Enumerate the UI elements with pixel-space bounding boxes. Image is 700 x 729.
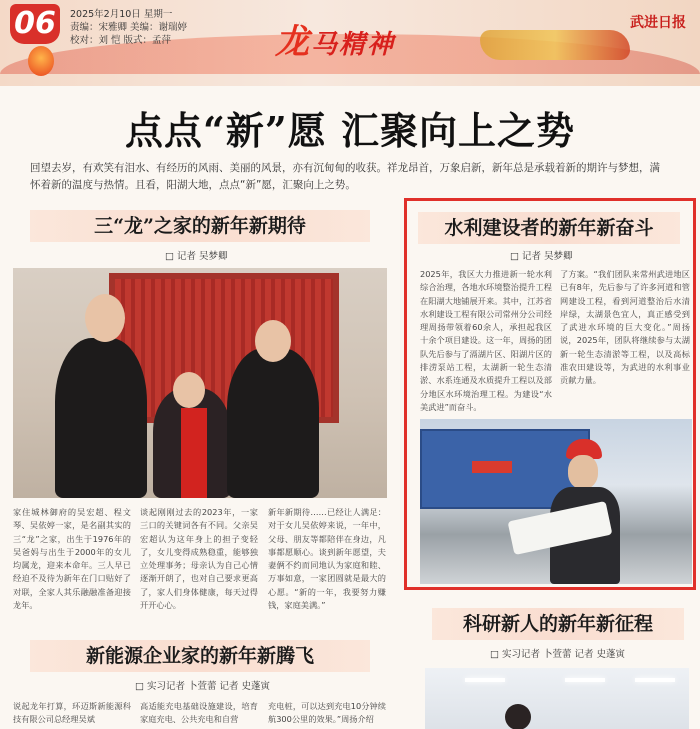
paper-name: 武进日报: [630, 15, 686, 31]
lantern-icon: [28, 46, 54, 76]
mother-figure: [227, 348, 319, 498]
dragon-family-text-col1: 家住城林御府的吴宏超、程文琴、吴依婷一家，是名副其实的三“龙”之家，出生于1976年的吴爸妈与出生于2000年的女儿均属龙，迎来本命年。三人早已经迫不及待为新年在门口贴好了对联，全家人其乐融融准备迎接龙年。: [13, 507, 131, 611]
red-scarf: [181, 408, 207, 498]
issue-date: 2025年2月10日 星期一: [70, 9, 173, 20]
byline-researcher: □ 实习记者 卜萱蕾 记者 史蓬寅: [490, 646, 625, 660]
issue-proof: 校对：刘 恺 版式：孟萍: [70, 35, 172, 46]
father-figure: [55, 338, 147, 498]
column-name-rest: 马精神: [311, 30, 396, 60]
lede-paragraph: 回望去岁，有欢笑有泪水、有经历的风雨、美丽的风景，亦有沉甸甸的收获。祥龙昂首，万象启新，新年总是承载着新的期许与梦想，满怀着新的温度与热情。且看，阳湖大地，点点“新”愿，汇聚向上之势。: [30, 162, 660, 191]
ceiling-lamp: [635, 678, 675, 682]
ceiling-lamp: [465, 678, 505, 682]
water-builder-text-col2: 了方案。“我们团队来常州武进地区已有8年，先后参与了许多河道和管网建设工程，看到河道整治后水清岸绿，太湖景色宜人，真正感受到了武进水环境的巨大变化。”周扬说，2025年，团队将继续参与太湖新一轮生态清淤等工程，以及高标准农田建设等，为武进的水利事业贡献力量。: [560, 269, 690, 386]
daughter-face: [173, 372, 205, 408]
new-energy-text-col1: 说起龙年打算，环迈斯新能源科技有限公司总经理吴斌: [13, 701, 131, 725]
new-energy-text-col2: 高适能充电基础设施建设，培育家庭充电、公共充电和自营: [140, 701, 258, 725]
article-title-researcher[interactable]: 科研新人的新年新征程: [432, 608, 684, 640]
mother-face: [255, 320, 291, 362]
page-headline: 点点“新”愿 汇聚向上之势: [125, 108, 575, 153]
engineer-face: [568, 455, 598, 489]
dragon-family-text-col3: 新年新期待……已经让人满足：对于女儿吴依婷来说，一年中，父母、朋友等都陪伴在身边，凡事都愿顺心。谈到新年愿望，夫妻俩不约而同地认为家庭和睦、万事如意，一家团圆就是最大的心愿。“新的一年，我要努力赚钱，家庭美满。”: [268, 507, 386, 611]
byline-water-builder: □ 记者 吴梦卿: [510, 248, 573, 262]
researcher-photo: [425, 668, 689, 729]
family-photo: [13, 268, 387, 498]
byline-dragon-family: □ 记者 吴梦卿: [165, 248, 228, 262]
column-name-dragon: 龙: [275, 22, 311, 62]
page-number: 06: [10, 4, 60, 44]
dragon-family-text-col2: 谈起刚刚过去的2023年，一家三口的关键词各有不同。父亲吴宏超认为这年身上的担子变轻了，女儿变得成熟稳重，能够独立处理事务；母亲认为自己心情逐渐开朗了，也对自己要求更高了，家人们身体健康，每天过得开开心心。: [140, 507, 258, 611]
father-face: [85, 294, 125, 342]
article-title-water-builder[interactable]: 水利建设者的新年新奋斗: [418, 212, 680, 244]
ceiling-lamp: [565, 678, 605, 682]
column-name: [275, 14, 395, 63]
issue-editor: 责编：宋雅卿 美编：谢瑞婷: [70, 22, 188, 33]
article-title-dragon-family[interactable]: 三“龙”之家的新年新期待: [30, 210, 370, 242]
issue-info: [70, 8, 187, 47]
masthead: [0, 0, 700, 86]
researcher-head: [505, 704, 531, 729]
article-title-new-energy[interactable]: 新能源企业家的新年新腾飞: [30, 640, 370, 672]
byline-new-energy: □ 实习记者 卜萱蕾 记者 史蓬寅: [135, 678, 270, 692]
dragon-illustration-icon: [480, 30, 630, 60]
new-energy-text-col3: 充电桩，可以达到充电10分钟续航300公里的效果。”周扬介绍: [268, 701, 386, 725]
engineer-photo: [420, 419, 692, 584]
water-builder-text-col1: 2025年，我区大力推进新一轮水利综合治理，各地水环境整治提升工程在阳湖大地铺展开来。其中，江苏省水利建设工程有限公司常州分公司经理周扬带领着60余人，承担起我区十余个项目建设。这一年，周扬的团队先后参与了滆湖片区、阳湖片区的排涝泵站工程，太湖新一轮生态清淤、水系连通及水质提升工程以及部分地区水环境治理工程。为建设“水美武进”而奋斗。: [420, 269, 552, 412]
